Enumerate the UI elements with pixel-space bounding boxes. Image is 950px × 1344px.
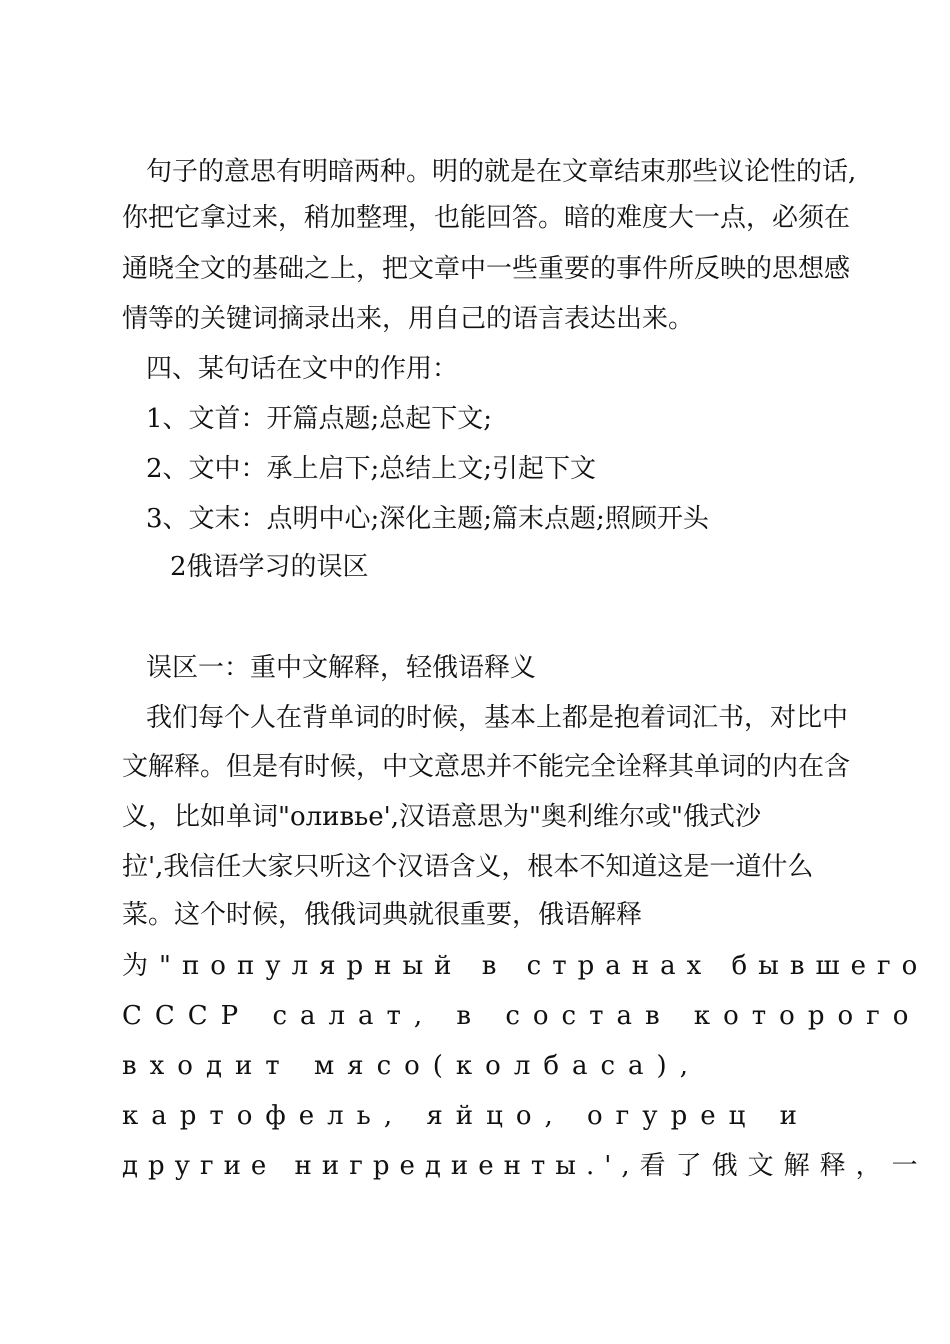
list-item-2: 2、文中：承上启下;总结上文;引起下文 <box>146 454 597 484</box>
paragraph1-line4: 情等的关键词摘录出来，用自己的语言表达出来。 <box>122 304 695 334</box>
section-heading-2: 2俄语学习的误区 <box>170 552 369 582</box>
list-item-3: 3、文末：点明中心;深化主题;篇末点题;照顾开头 <box>146 504 709 534</box>
section-four-title: 四、某句话在文中的作用： <box>146 354 459 384</box>
paragraph2-line9: картофель, яйцо, огурец и <box>122 1101 810 1131</box>
paragraph2-line6: 为"популярный в странах бывшего <box>122 951 929 981</box>
paragraph2-line8: входит мясо(колбаса), <box>122 1051 701 1081</box>
list-item-1: 1、文首：开篇点题;总起下文; <box>146 404 493 434</box>
paragraph2-line10: другие нигредиенты.',看了俄文解释，一 <box>122 1151 928 1181</box>
paragraph2-line3: 义，比如单词"оливье',汉语意思为"奥利维尔或"俄式沙 <box>122 802 761 832</box>
paragraph2-line7: СССР салат, в состав которого <box>122 1001 922 1031</box>
paragraph2-line2: 文解释。但是有时候，中文意思并不能完全诠释其单词的内在含 <box>122 752 851 782</box>
paragraph2-line4: 拉',我信任大家只听这个汉语含义，根本不知道这是一道什么 <box>122 852 814 882</box>
paragraph1-line3: 通晓全文的基础之上，把文章中一些重要的事件所反映的思想感 <box>122 254 851 284</box>
paragraph2-line5: 菜。这个时候，俄俄词典就很重要，俄语解释 <box>122 900 643 930</box>
paragraph1-line2: 你把它拿过来，稍加整理，也能回答。暗的难度大一点，必须在 <box>122 203 851 233</box>
paragraph1-line1: 句子的意思有明暗两种。明的就是在文章结束那些议论性的话, <box>146 157 857 187</box>
paragraph2-line1: 我们每个人在背单词的时候，基本上都是抱着词汇书，对比中 <box>146 703 849 733</box>
misconception-1-title: 误区一：重中文解释，轻俄语释义 <box>146 653 537 683</box>
